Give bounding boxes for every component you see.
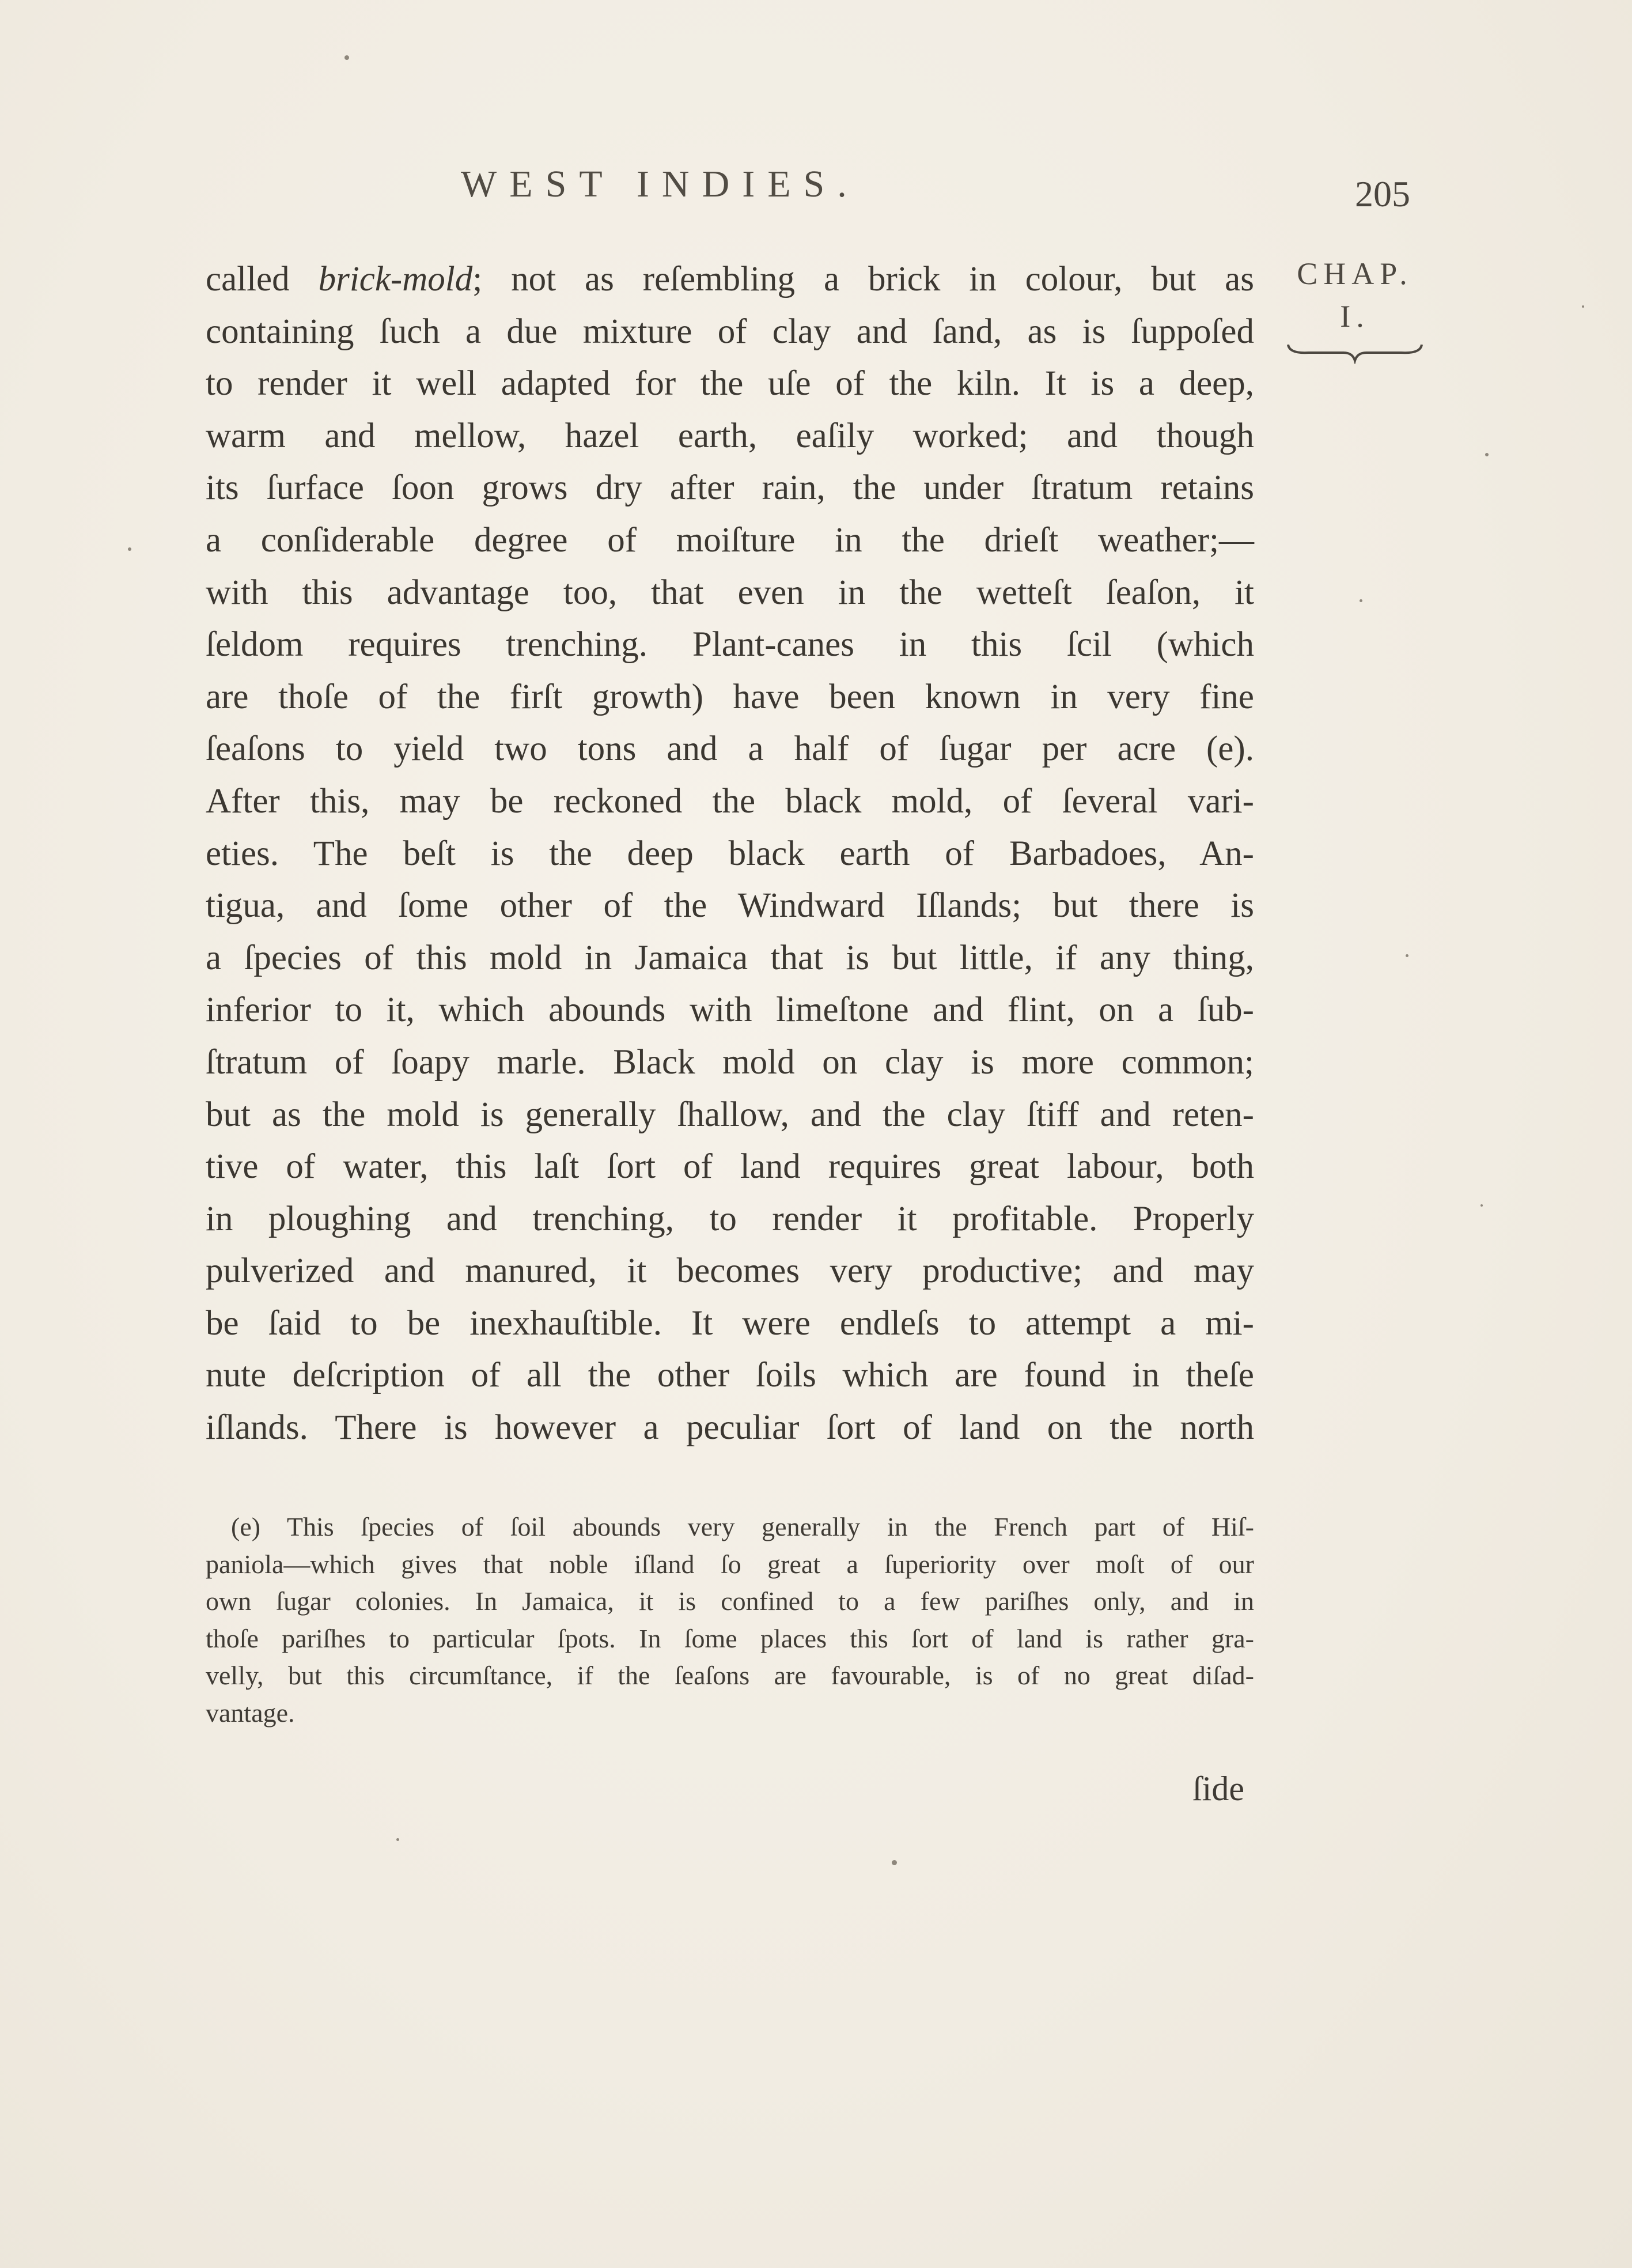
italic-term: brick-mold bbox=[318, 260, 473, 298]
body-line: After this, may be reckoned the black mold, of ſeveral vari- bbox=[206, 781, 1254, 821]
body-line: be ſaid to be inexhauſtible. It were endleſs to attempt a mi- bbox=[206, 1303, 1254, 1343]
paper-speck bbox=[1480, 1204, 1483, 1207]
body-line: a ſpecies of this mold in Jamaica that is but little, if any thing, bbox=[206, 938, 1254, 977]
body-line: ſeldom requires trenching. Plant-canes in this ſcil (which bbox=[206, 625, 1254, 664]
body-line: are thoſe of the firſt growth) have been known in very fine bbox=[206, 677, 1254, 716]
body-line: but as the mold is generally ſhallow, and the clay ſtiff and reten- bbox=[206, 1095, 1254, 1134]
footnote bbox=[206, 1509, 1254, 1732]
paper-speck bbox=[1406, 954, 1408, 957]
body-line-1-end: ; not as reſembling a brick in colour, but as bbox=[472, 260, 1254, 298]
body-line: containing ſuch a due mixture of clay and ſand, as is ſuppoſed bbox=[206, 312, 1254, 351]
footnote-line: velly, but this circumſtance, if the ſeaſons are favourable, is of no great diſad- bbox=[206, 1661, 1254, 1690]
body-line: tive of water, this laſt ſort of land requires great labour, both bbox=[206, 1147, 1254, 1186]
chapter-label: CHAP. bbox=[1297, 256, 1413, 291]
footnote-line: paniola—which gives that noble iſland ſo great a ſuperiority over moſt of our bbox=[206, 1549, 1254, 1579]
body-line: nute deſcription of all the other ſoils which are found in theſe bbox=[206, 1356, 1254, 1395]
body-line: ſeaſons to yield two tons and a half of ſugar per acre (e). bbox=[206, 729, 1254, 769]
page-number: 205 bbox=[1355, 173, 1410, 214]
body-line bbox=[206, 254, 1254, 306]
body-text bbox=[206, 254, 1254, 1454]
paper-speck bbox=[128, 547, 131, 551]
body-line: inferior to it, which abounds with limeſtone and flint, on a ſub- bbox=[206, 991, 1254, 1030]
brace-ornament-icon bbox=[1286, 341, 1424, 364]
body-line: warm and mellow, hazel earth, eaſily worked; and though bbox=[206, 416, 1254, 455]
body-line: tigua, and ſome other of the Windward Iſlands; but there is bbox=[206, 886, 1254, 925]
paper-speck bbox=[344, 55, 349, 60]
running-head: WEST INDIES. bbox=[461, 163, 859, 205]
footnote-line: (e) This ſpecies of ſoil abounds very generally in the French part of Hiſ- bbox=[231, 1512, 1254, 1541]
body-line: pulverized and manured, it becomes very productive; and may bbox=[206, 1252, 1254, 1291]
body-line: eties. The beſt is the deep black earth of Barbadoes, An- bbox=[206, 834, 1254, 873]
body-line: ſtratum of ſoapy marle. Black mold on clay is more common; bbox=[206, 1042, 1254, 1082]
body-line: to render it well adapted for the uſe of the kiln. It is a deep, bbox=[206, 364, 1254, 403]
chapter-marginal-note bbox=[1280, 252, 1430, 364]
body-line: its ſurface ſoon grows dry after rain, the under ſtratum retains bbox=[206, 468, 1254, 508]
paper-speck bbox=[1582, 305, 1584, 308]
catchword: ſide bbox=[1192, 1770, 1244, 1808]
paper-speck bbox=[396, 1838, 399, 1841]
body-line-1-start: called bbox=[206, 260, 319, 298]
footnote-line: vantage. bbox=[206, 1698, 295, 1728]
chapter-number: I. bbox=[1340, 299, 1370, 334]
body-line: a conſiderable degree of moiſture in the drieſt weather;— bbox=[206, 520, 1254, 560]
body-line: in ploughing and trenching, to render it profitable. Properly bbox=[206, 1199, 1254, 1238]
paper-speck bbox=[1360, 599, 1362, 602]
footnote-line: thoſe pariſhes to particular ſpots. In ſome places this ſort of land is rather gra- bbox=[206, 1623, 1254, 1653]
footnote-line: own ſugar colonies. In Jamaica, it is confined to a few pariſhes only, and in bbox=[206, 1586, 1254, 1616]
paper-speck bbox=[1485, 453, 1489, 456]
paper-speck bbox=[892, 1860, 897, 1865]
body-line: with this advantage too, that even in the wetteſt ſeaſon, it bbox=[206, 573, 1254, 612]
body-line: iſlands. There is however a peculiar ſort of land on the north bbox=[206, 1408, 1254, 1447]
